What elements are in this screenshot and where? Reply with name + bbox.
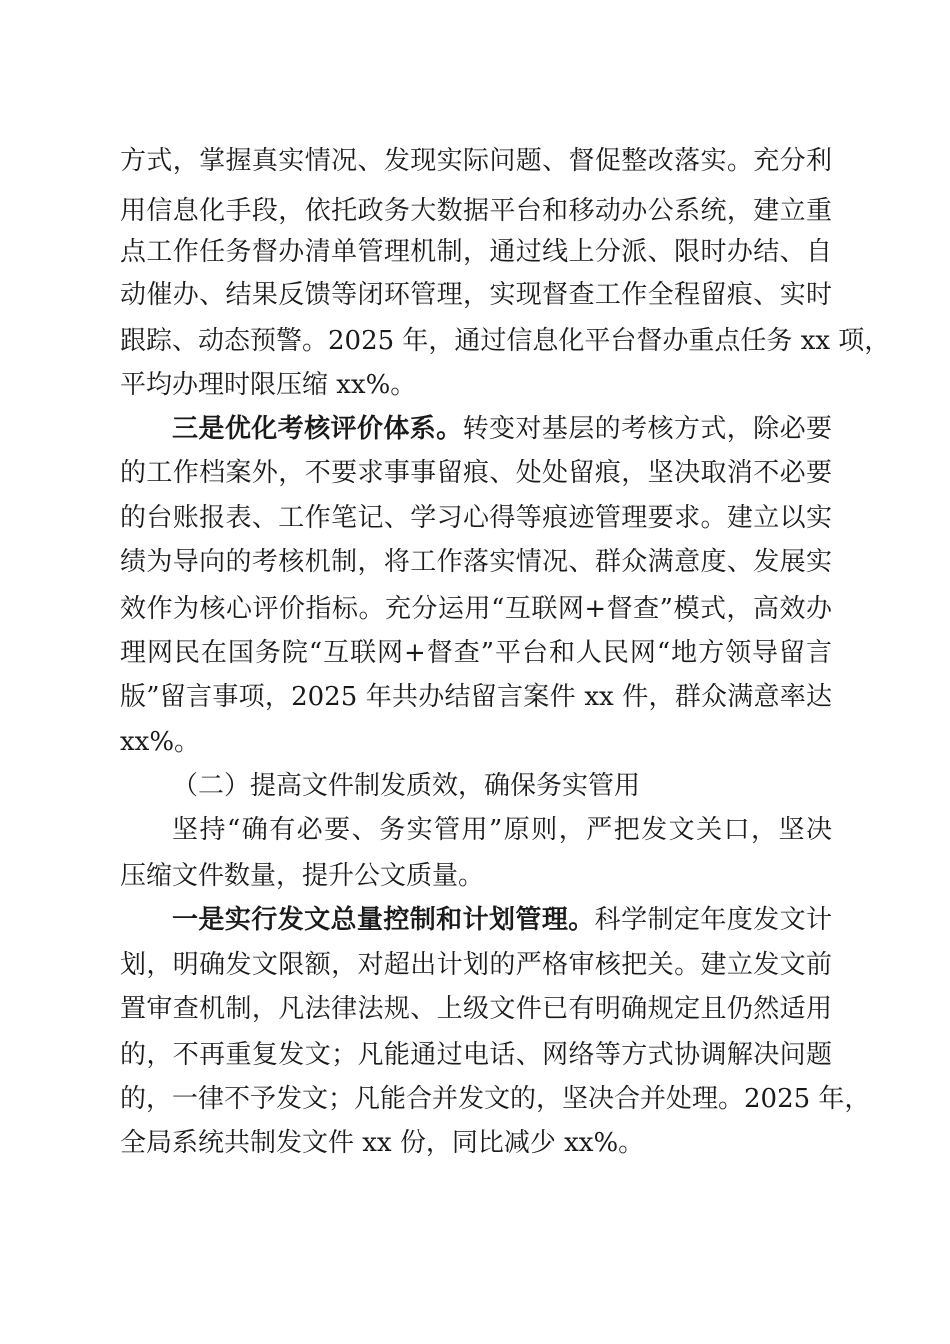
paragraph-4-lead: 一是实行发文总量控制和计划管理。 — [172, 905, 595, 935]
paragraph-2-line-2: 的工作档案外，不要求事事留痕、处处留痕，坚决取消不必要 — [120, 458, 832, 488]
paragraph-3-line-1: 坚持“确有必要、务实管用”原则，严把发文关口，坚决 — [172, 815, 832, 845]
paragraph-2-line-5: 效作为核心评价指标。充分运用“互联网+督查”模式，高效办 — [120, 594, 832, 624]
paragraph-4-line-6: 全局系统共制发文件 xx 份，同比减少 xx%。 — [120, 1128, 645, 1158]
paragraph-2-line-8: xx%。 — [120, 727, 201, 757]
paragraph-4-line-2: 划，明确发文限额，对超出计划的严格审核把关。建立发文前 — [120, 950, 832, 980]
paragraph-1-line-5: 跟踪、动态预警。2025 年，通过信息化平台督办重点任务 xx 项， — [120, 326, 891, 356]
paragraph-1-line-4: 动催办、结果反馈等闭环管理，实现督查工作全程留痕、实时 — [120, 280, 832, 310]
paragraph-2-line-1 — [172, 404, 832, 454]
paragraph-2-line-1-text: 转变对基层的考核方式，除必要 — [462, 414, 832, 444]
paragraph-2-line-3: 的台账报表、工作笔记、学习心得等痕迹管理要求。建立以实 — [120, 503, 832, 533]
paragraph-1-line-3: 点工作任务督办清单管理机制，通过线上分派、限时办结、自 — [120, 237, 832, 267]
paragraph-2-lead: 三是优化考核评价体系。 — [172, 414, 463, 444]
paragraph-4-line-1 — [172, 895, 832, 945]
paragraph-3-line-2: 压缩文件数量，提升公文质量。 — [120, 861, 485, 891]
paragraph-2-line-6: 理网民在国务院“互联网+督查”平台和人民网“地方领导留言 — [120, 638, 832, 668]
paragraph-1-line-1: 方式，掌握真实情况、发现实际问题、督促整改落实。充分利 — [120, 146, 832, 176]
paragraph-2-line-4: 绩为导向的考核机制，将工作落实情况、群众满意度、发展实 — [120, 547, 832, 577]
paragraph-1-line-6: 平均办理时限压缩 xx%。 — [120, 370, 417, 400]
paragraph-2-line-7: 版”留言事项，2025 年共办结留言案件 xx 件，群众满意率达 — [120, 682, 832, 712]
paragraph-4-line-5: 的，一律不予发文；凡能合并发文的，坚决合并处理。2025 年， — [120, 1084, 871, 1114]
section-heading: （二）提高文件制发质效，确保务实管用 — [172, 771, 641, 801]
paragraph-4-line-1-text: 科学制定年度发文计 — [594, 905, 832, 935]
paragraph-4-line-3: 置审查机制，凡法律法规、上级文件已有明确规定且仍然适用 — [120, 994, 832, 1024]
paragraph-1-line-2: 用信息化手段，依托政务大数据平台和移动办公系统，建立重 — [120, 196, 832, 226]
document-page — [120, 0, 891, 1344]
paragraph-4-line-4: 的，不再重复发文；凡能通过电话、网络等方式协调解决问题 — [120, 1040, 832, 1070]
